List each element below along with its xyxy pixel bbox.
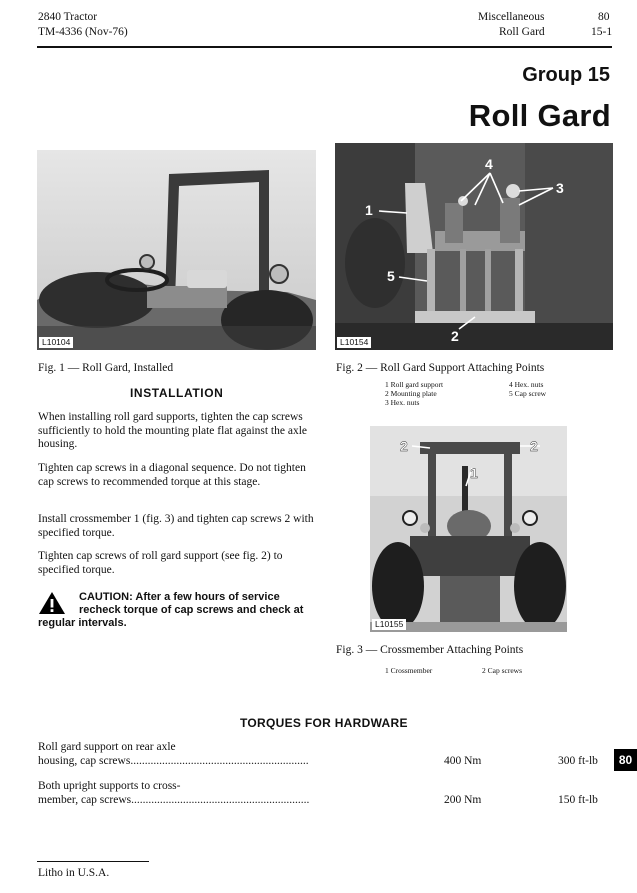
torque-row-1-ftlb: 300 ft-lb: [558, 755, 598, 767]
footer-litho: Litho in U.S.A.: [38, 867, 110, 879]
header-subsection: Roll Gard: [499, 26, 545, 38]
header-model: 2840 Tractor: [38, 11, 98, 23]
footer-rule: [37, 861, 149, 862]
torque-row-2-ftlb: 150 ft-lb: [558, 794, 598, 806]
fig2-photo: [335, 143, 613, 350]
caution-line-2: recheck torque of cap screws and check at: [79, 604, 304, 616]
caution-line-1: CAUTION: After a few hours of service: [79, 591, 280, 603]
fig2-id-label: L10154: [337, 337, 371, 348]
fig3-callout-2-left: 2: [400, 438, 408, 454]
fig2-callout-2: 2: [451, 328, 459, 344]
fig2-caption: Fig. 2 — Roll Gard Support Attaching Points: [336, 362, 545, 374]
header-rule: [37, 46, 612, 48]
warning-triangle-icon: [38, 591, 66, 615]
header-page-ref: 15-1: [591, 26, 613, 38]
header-page-number: 80: [598, 11, 610, 23]
fig3-photo: [370, 426, 567, 632]
installation-para-1: When installing roll gard supports, tighten the cap screws sufficiently to hold the mounting plate flat against the axle housing.: [38, 411, 308, 450]
torque-row-1-line1: Roll gard support on rear axle: [38, 741, 176, 753]
fig2-callout-3: 3: [556, 180, 564, 196]
fig2-callout-1: 1: [365, 202, 373, 218]
header-section: Miscellaneous: [478, 11, 545, 23]
fig3-legend-1: 1 Crossmember: [385, 666, 433, 675]
fig3-callout-1: 1: [470, 465, 478, 481]
fig1-caption: Fig. 1 — Roll Gard, Installed: [38, 362, 174, 374]
fig1-id-label: L10104: [39, 337, 73, 348]
installation-heading: INSTALLATION: [130, 386, 224, 400]
page-title: Roll Gard: [468, 98, 611, 133]
fig3-caption: Fig. 3 — Crossmember Attaching Points: [336, 644, 524, 656]
header-manual: TM-4336 (Nov-76): [38, 26, 128, 38]
caution-line-3: regular intervals.: [38, 617, 127, 629]
fig2-legend-2: 2 Mounting plate: [385, 389, 437, 398]
fig2-legend-3: 3 Hex. nuts: [385, 398, 420, 407]
torque-row-2-line1: Both upright supports to cross-: [38, 780, 181, 792]
torque-row-1-line2: housing, cap screws..............................................................: [38, 755, 309, 767]
torque-row-2-nm: 200 Nm: [444, 794, 482, 806]
installation-para-2: Tighten cap screws in a diagonal sequence. Do not tighten cap screws to recommended torque at this stage.: [38, 462, 306, 488]
fig2-legend-4: 4 Hex. nuts: [509, 380, 544, 389]
fig2-legend-5: 5 Cap screw: [509, 389, 547, 398]
torque-row-2-line2: member, cap screws..............................................................: [38, 794, 310, 806]
page-tab-badge: 80: [614, 749, 637, 771]
fig3-callout-2-right: 2: [530, 438, 538, 454]
installation-para-3: Install crossmember 1 (fig. 3) and tighten cap screws 2 with specified torque.: [38, 513, 314, 539]
torques-heading: TORQUES FOR HARDWARE: [240, 716, 408, 730]
fig1-photo: [37, 150, 316, 350]
group-label: Group 15: [522, 64, 610, 86]
fig3-legend-2: 2 Cap screws: [482, 666, 522, 675]
fig2-legend-1: 1 Roll gard support: [385, 380, 444, 389]
fig3-id-label: L10155: [372, 619, 406, 630]
fig2-callout-5: 5: [387, 268, 395, 284]
fig2-callout-4: 4: [485, 156, 493, 172]
torque-row-1-nm: 400 Nm: [444, 755, 482, 767]
installation-para-4: Tighten cap screws of roll gard support (see fig. 2) to specified torque.: [38, 550, 283, 576]
